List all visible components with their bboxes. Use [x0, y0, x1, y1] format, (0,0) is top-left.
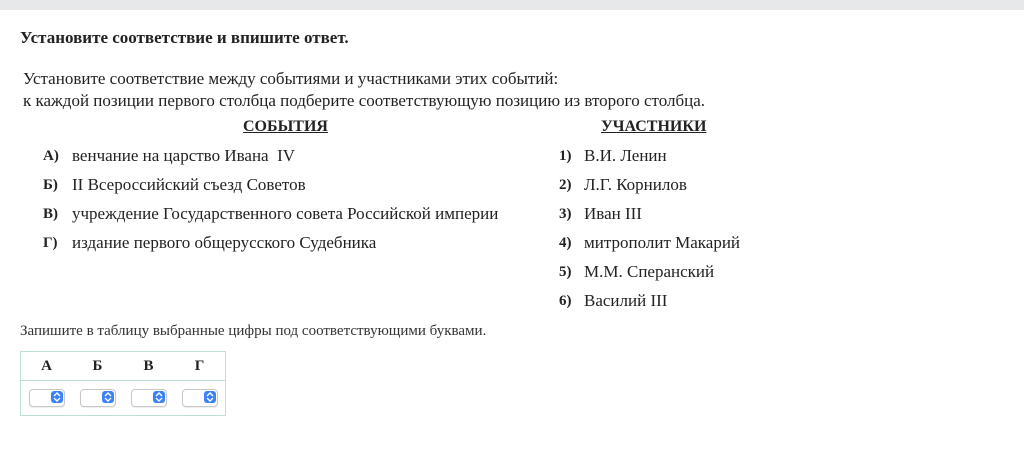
select-arrows-icon — [153, 391, 165, 403]
participant-text: М.М. Сперанский — [584, 262, 715, 281]
answer-cell — [72, 381, 123, 416]
instruction-line-2: к каждой позиции первого столбца подберите соответствующую позицию из второго столбца. — [23, 91, 706, 110]
event-text: учреждение Государственного совета Российской империи — [72, 204, 499, 223]
top-bar — [0, 0, 1024, 10]
answer-select-b[interactable] — [80, 389, 116, 407]
participant-key: 5) — [559, 264, 572, 280]
participant-key: 6) — [559, 293, 572, 309]
task-heading: Установите соответствие и впишите ответ. — [20, 28, 349, 47]
select-arrows-icon — [204, 391, 216, 403]
event-key: Г) — [43, 235, 58, 251]
participant-text: Василий III — [584, 291, 668, 310]
event-key: Б) — [43, 177, 58, 193]
participant-key: 4) — [559, 235, 572, 251]
participant-key: 3) — [559, 206, 572, 222]
answer-cell — [123, 381, 174, 416]
participant-text: В.И. Ленин — [584, 146, 667, 165]
participant-text: митрополит Макарий — [584, 233, 741, 252]
answer-cell — [21, 381, 73, 416]
answer-select-a[interactable] — [29, 389, 65, 407]
answer-letter-b: Б — [92, 357, 103, 374]
participant-text: Иван III — [584, 204, 642, 223]
event-text: II Всероссийский съезд Советов — [72, 175, 306, 194]
answer-select-v[interactable] — [131, 389, 167, 407]
event-text: венчание на царство Ивана IV — [72, 146, 296, 165]
answer-letter-a: А — [41, 357, 52, 374]
answer-select-g[interactable] — [182, 389, 218, 407]
select-arrows-icon — [51, 391, 63, 403]
select-arrows-icon — [102, 391, 114, 403]
people-column-header: УЧАСТНИКИ — [601, 118, 707, 135]
participant-text: Л.Г. Корнилов — [584, 175, 687, 194]
participant-key: 2) — [559, 177, 572, 193]
instruction-line-1: Установите соответствие между событиями и участниками этих событий: — [23, 69, 559, 88]
answer-instruction: Запишите в таблицу выбранные цифры под соответствующими буквами. — [20, 323, 487, 339]
answer-cell — [174, 381, 226, 416]
answer-letter-g: Г — [194, 357, 205, 374]
participant-key: 1) — [559, 148, 572, 164]
event-key: А) — [43, 148, 59, 164]
event-text: издание первого общерусского Судебника — [72, 233, 377, 252]
answer-table — [20, 351, 226, 416]
events-column-header: СОБЫТИЯ — [243, 118, 328, 135]
answer-select-row — [21, 381, 226, 416]
answer-letter-v: В — [143, 357, 154, 374]
answer-header-row — [21, 352, 226, 381]
instruction-text — [23, 68, 923, 112]
event-key: В) — [43, 206, 58, 222]
